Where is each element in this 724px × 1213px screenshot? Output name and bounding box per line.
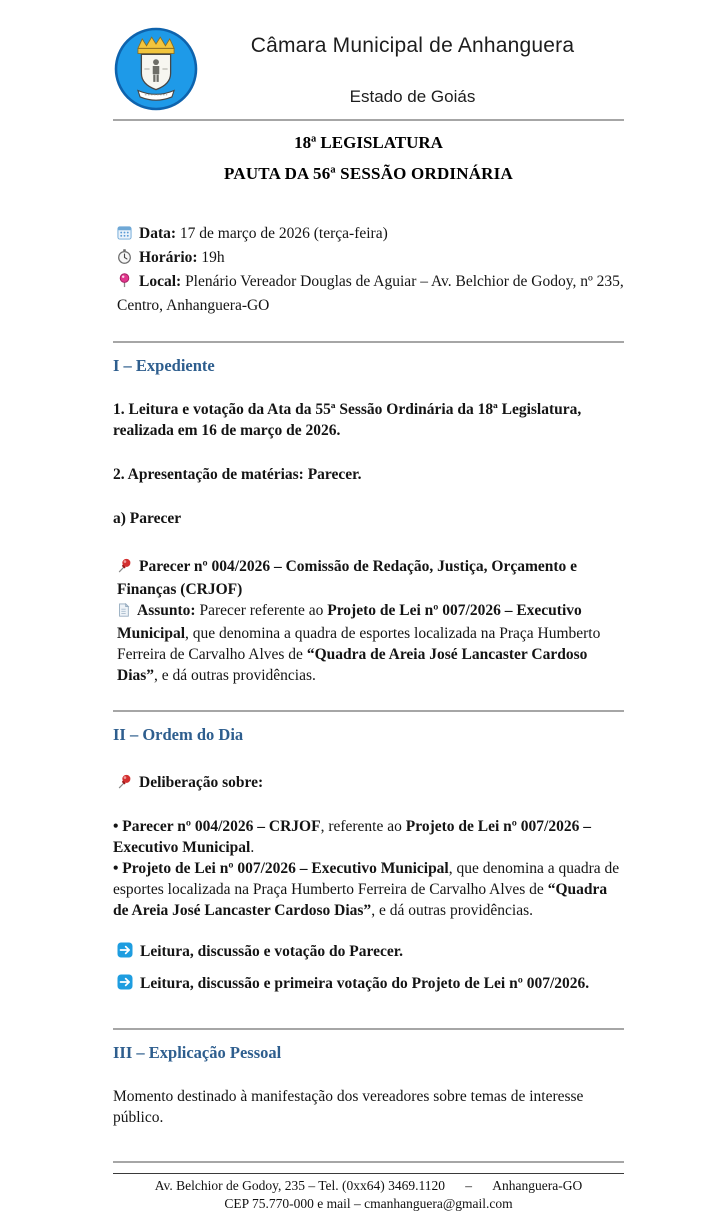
pushpin-icon [117, 774, 132, 795]
pushpin-icon [117, 558, 132, 579]
session-title: PAUTA DA 56ª SESSÃO ORDINÁRIA [224, 164, 513, 183]
assunto-text: Assunto: Parecer referente ao Projeto de Lei nº 007/2026 – Executivo Municipal, que denomina a quadra de esportes localizada na Praça Humberto Ferreira de Carvalho Alves de “Quadra de Areia José Lancaster Cardoso Dias”, e dá outras providências. [117, 602, 601, 684]
header [113, 26, 624, 117]
explicacao-text: Momento destinado à manifestação dos vereadores sobre temas de interesse público. [113, 1088, 584, 1126]
section-divider-explicacao [113, 1028, 624, 1030]
expediente-item-2: 2. Apresentação de matérias: Parecer. [113, 466, 362, 483]
action-1-text: Leitura, discussão e votação do Parecer. [140, 943, 404, 960]
footer-contact: CEP 75.770-000 e mail – cmanhanguera@gmail.com [224, 1196, 513, 1211]
ordem-bullet-2: • Projeto de Lei nº 007/2026 – Executivo Municipal, que denomina a quadra de esportes localizada na Praça Humberto Ferreira de Carvalho Alves de “Quadra de Areia José Lancaster Cardoso Dias”, e dá outras providências. [113, 860, 620, 919]
document-icon [117, 602, 130, 623]
deliberacao-row [113, 772, 624, 795]
org-state: Estado de Goiás [349, 87, 476, 106]
section-divider-expediente [113, 341, 624, 343]
action-2-text: Leitura, discussão e primeira votação do Projeto de Lei nº 007/2026. [140, 975, 590, 992]
section-divider-ordem [113, 710, 624, 712]
header-divider [113, 119, 624, 121]
action-list [113, 939, 624, 999]
session-meta [113, 223, 624, 317]
time-value: 19h [197, 249, 225, 266]
date-label: Data: [139, 225, 177, 242]
parecer-subheading: a) Parecer [113, 510, 182, 527]
action-row-1 [113, 939, 624, 967]
footer-divider [113, 1161, 624, 1163]
coat-of-arms-icon [113, 26, 201, 117]
meta-place-row [113, 271, 624, 317]
deliberacao-label: Deliberação sobre: [139, 774, 264, 791]
parecer-title: Parecer nº 004/2026 – Comissão de Redação, Justiça, Orçamento e Finanças (CRJOF) [117, 558, 578, 598]
legislature-title: 18ª LEGISLATURA [294, 133, 443, 152]
footer-rule [113, 1173, 624, 1174]
arrow-right-icon [117, 973, 133, 999]
org-name: Câmara Municipal de Anhanguera [250, 34, 575, 57]
meta-time-row [113, 247, 624, 271]
date-value: 17 de março de 2026 (terça-feira) [176, 225, 388, 242]
section-heading-expediente: I – Expediente [113, 356, 215, 375]
ordem-bullet-1: • Parecer nº 004/2026 – CRJOF, referente ao Projeto de Lei nº 007/2026 – Executivo Municipal. [113, 818, 591, 856]
section-heading-explicacao: III – Explicação Pessoal [113, 1043, 282, 1062]
place-label: Local: [139, 273, 182, 290]
place-value: Plenário Vereador Douglas de Aguiar – Av. Belchior de Godoy, nº 235, Centro, Anhanguera-GO [117, 273, 624, 314]
doc-title [113, 133, 624, 184]
header-titles [201, 26, 624, 107]
footer [113, 1177, 624, 1213]
footer-address: Av. Belchior de Godoy, 235 – Tel. (0xx64) 3469.1120 – Anhanguera-GO [154, 1178, 583, 1193]
clock-icon [117, 249, 132, 271]
action-row-2 [113, 971, 624, 999]
deliberation-list [113, 816, 624, 921]
expediente-item-1: 1. Leitura e votação da Ata da 55ª Sessão Ordinária da 18ª Legislatura, realizada em 16 de março de 2026. [113, 401, 582, 439]
time-label: Horário: [139, 249, 198, 266]
assunto-row [113, 600, 624, 686]
parecer-title-row [113, 556, 624, 600]
section-heading-ordem: II – Ordem do Dia [113, 725, 244, 744]
location-pin-icon [117, 273, 132, 295]
arrow-right-icon [117, 941, 133, 967]
meta-date-row [113, 223, 624, 247]
calendar-icon [117, 225, 132, 247]
